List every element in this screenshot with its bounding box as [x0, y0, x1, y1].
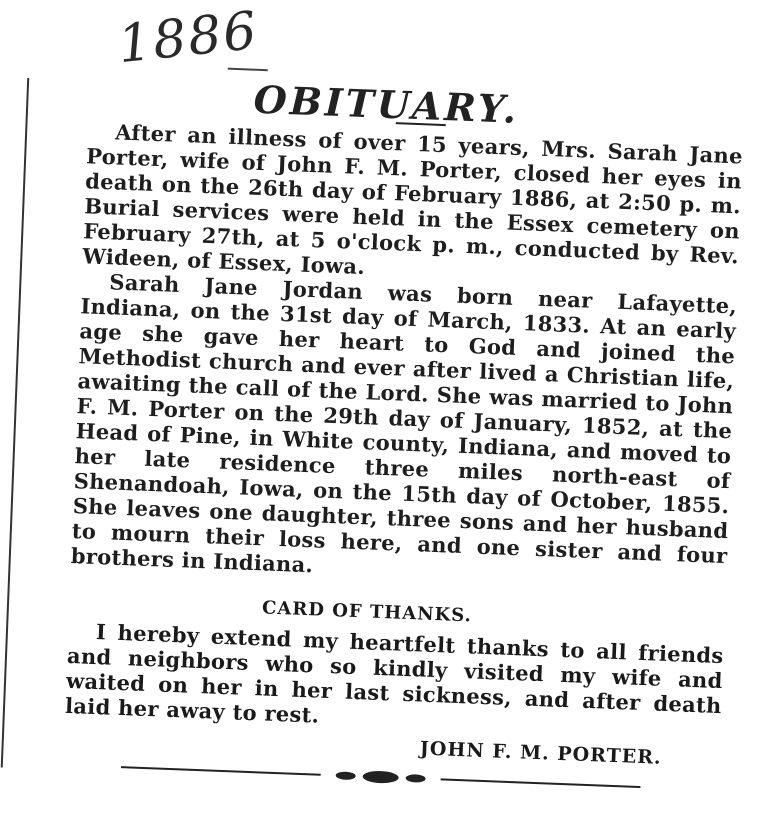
clipping-left-edge — [1, 78, 29, 768]
signature: JOHN F. M. PORTER. — [419, 737, 663, 769]
handwritten-year: 1886 — [115, 0, 262, 76]
obituary-paragraph-2: Sarah Jane Jordan was born near Lafayette, Indiana, on the 31st day of March, 1833. At an early age she gave her heart to God and joined the Methodist church and ever after lived a Christian life, awaiting the call of the Lord. She was married to John F. M. Porter on the 29th day of January, 1852, at the Head of Pine, in White county, Indiana, and moved to her late residence three miles north-east of Shenandoah, Iowa, on the 15th day of October, 1855. She leaves one daughter, three sons and her husband to mourn their loss here, and one sister and four brothers in Indiana. — [70, 269, 738, 578]
obituary-paragraph-1: After an illness of over 15 years, Mrs. Sarah Jane Porter, wife of John F. M. Porter, closed her eyes in death on the 26th day of February 1886, at 2:50 p. m. Burial services were held in the Essex cemetery on February 27th, at 5 o'clock p. m., conducted by Rev. Wideen, of Essex, Iowa. — [81, 119, 744, 280]
card-of-thanks-body — [65, 618, 724, 743]
obituary-body — [70, 118, 743, 593]
closing-ornament — [121, 760, 641, 794]
obituary-title: OBITUARY. — [252, 76, 521, 132]
newspaper-clipping — [0, 58, 747, 820]
clipping-top-edge — [228, 68, 268, 72]
card-of-thanks-heading: CARD OF THANKS. — [261, 597, 473, 627]
card-of-thanks-paragraph: I hereby extend my heartfelt thanks to all friends and neighbors who so kindly visited my wife and waited on her in her last sickness, and after death laid her away to rest. — [64, 619, 725, 728]
